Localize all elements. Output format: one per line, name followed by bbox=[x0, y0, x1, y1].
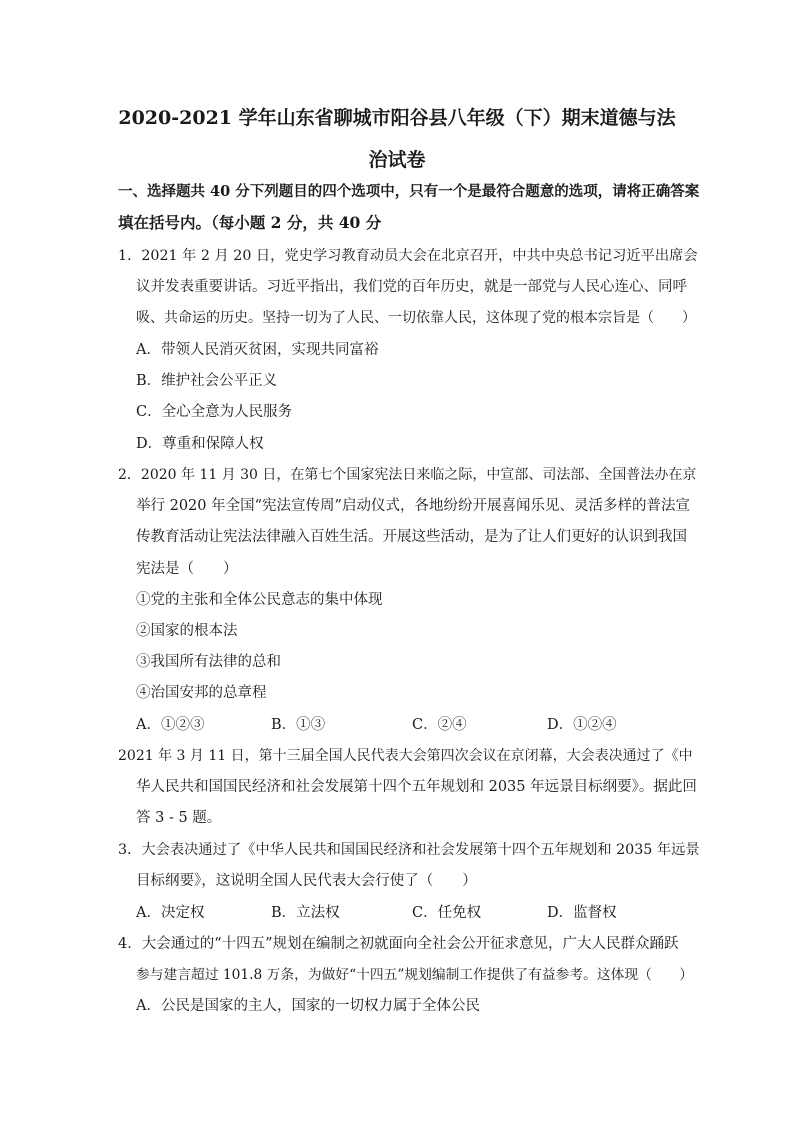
question-2-stem-line-2: 举行 2020 年全国“宪法宣传周”启动仪式，各地纷纷开展喜闻乐见、灵活多样的普法宣 bbox=[136, 498, 690, 514]
question-1-option-d: D．尊重和保障人权 bbox=[136, 436, 264, 452]
material-line-2: 华人民共和国国民经济和社会发展第十四个五年规划和 2035 年远景目标纲要》。据此回 bbox=[136, 779, 697, 795]
question-2-statement-1: ①党的主张和全体公民意志的集中体现 bbox=[136, 592, 383, 608]
question-2-option-b: B．①③ bbox=[271, 717, 326, 733]
question-3-stem-line-1: 3．大会表决通过了《中华人民共和国国民经济和社会发展第十四个五年规划和 2035 年远景 bbox=[118, 842, 700, 858]
question-3-option-d: D．监督权 bbox=[547, 905, 617, 921]
question-2-statement-4: ④治国安邦的总章程 bbox=[136, 685, 267, 701]
question-3-stem-line-2: 目标纲要》，这说明全国人民代表大会行使了（ ） bbox=[136, 873, 477, 889]
question-2-option-c: C．②④ bbox=[412, 717, 467, 733]
material-line-3: 答 3 - 5 题。 bbox=[136, 810, 222, 826]
page-title-line-2: 治试卷 bbox=[368, 149, 426, 171]
question-2-stem-line-1: 2．2020 年 11 月 30 日，在第七个国家宪法日来临之际，中宣部、司法部、全国普法办在京 bbox=[118, 467, 697, 483]
question-1-option-c: C．全心全意为人民服务 bbox=[136, 404, 293, 420]
question-4-stem-line-2: 参与建言超过 101.8 万条，为做好“十四五”规划编制工作提供了有益参考。这体现（ ） bbox=[136, 967, 694, 983]
section-heading-line-1: 一、选择题共 40 分下列题目的四个选项中，只有一个是最符合题意的选项，请将正确答案 bbox=[118, 183, 700, 200]
question-2-options bbox=[136, 715, 696, 735]
question-3-option-a: A．决定权 bbox=[136, 905, 205, 921]
question-3-options bbox=[136, 903, 696, 923]
question-1-option-b: B．维护社会公平正义 bbox=[136, 373, 278, 389]
question-1-stem-line-3: 吸、共命运的历史。坚持一切为了人民、一切依靠人民，这体现了党的根本宗旨是（ ） bbox=[136, 310, 696, 326]
question-3-option-b: B．立法权 bbox=[271, 905, 340, 921]
question-4-stem-line-1: 4．大会通过的“十四五”规划在编制之初就面向全社会公开征求意见，广大人民群众踊跃 bbox=[118, 936, 679, 952]
question-2-statement-3: ③我国所有法律的总和 bbox=[136, 654, 281, 670]
question-3-option-c: C．任免权 bbox=[412, 905, 482, 921]
page-title-line-1: 2020-2021 学年山东省聊城市阳谷县八年级（下）期末道德与法 bbox=[118, 107, 676, 129]
question-1-option-a: A．带领人民消灭贫困，实现共同富裕 bbox=[136, 342, 379, 358]
question-1-stem-line-1: 1．2021 年 2 月 20 日，党史学习教育动员大会在北京召开，中共中央总书记习近平出席会 bbox=[118, 248, 698, 264]
question-2-option-a: A．①②③ bbox=[136, 717, 205, 733]
question-2-stem-line-3: 传教育活动让宪法法律融入百姓生活。开展这些活动，是为了让人们更好的认识到我国 bbox=[136, 529, 687, 545]
material-line-1: 2021 年 3 月 11 日，第十三届全国人民代表大会第四次会议在京闭幕，大会表决通过了《中 bbox=[118, 748, 693, 764]
question-2-statement-2: ②国家的根本法 bbox=[136, 623, 238, 639]
question-2-stem-line-4: 宪法是（ ） bbox=[136, 561, 238, 577]
section-heading-line-2: 填在括号内。（每小题 2 分，共 40 分 bbox=[118, 213, 382, 232]
question-4-option-a: A．公民是国家的主人，国家的一切权力属于全体公民 bbox=[136, 998, 480, 1014]
question-2-option-d: D．①②④ bbox=[547, 717, 617, 733]
question-1-stem-line-2: 议并发表重要讲话。习近平指出，我们党的百年历史，就是一部党与人民心连心、同呼 bbox=[136, 279, 687, 295]
